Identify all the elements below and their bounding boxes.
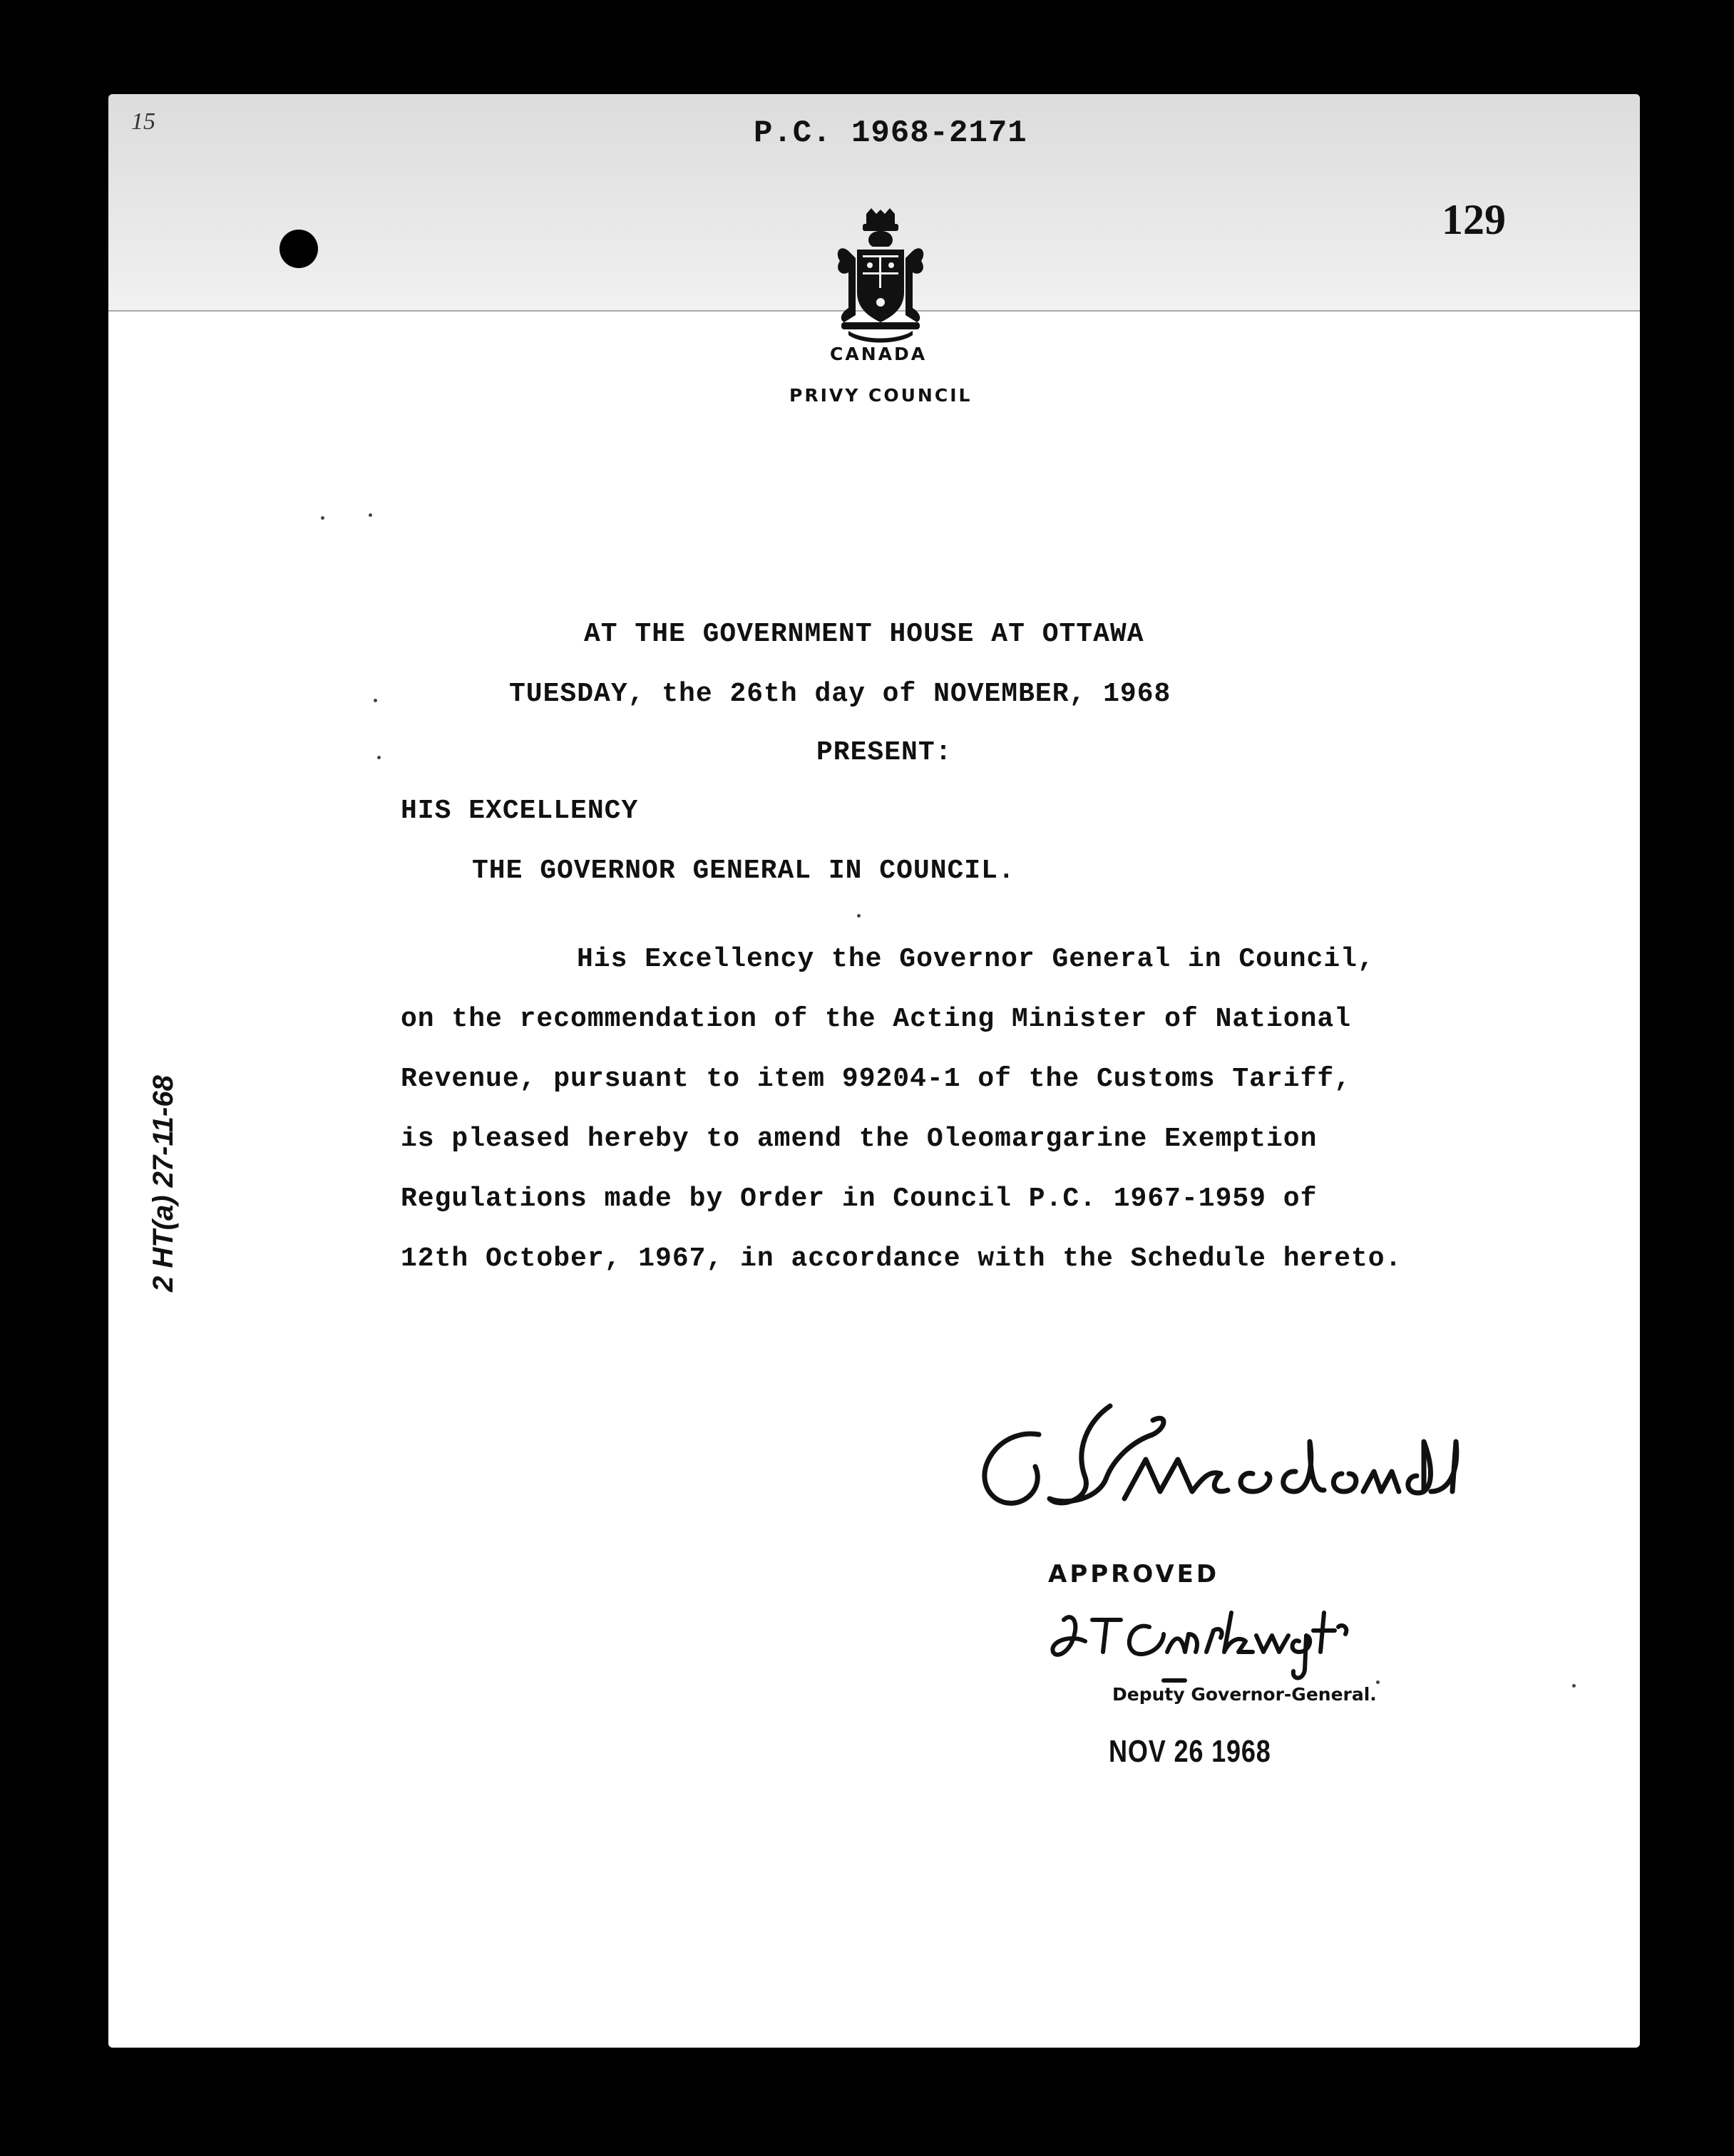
speck [857,914,861,918]
excellency-line: HIS EXCELLENCY [401,796,639,826]
country-label: CANADA [830,344,928,364]
speck [369,513,372,517]
speck [1572,1684,1576,1688]
place-line: AT THE GOVERNMENT HOUSE AT OTTAWA [584,619,1144,650]
speck [374,699,377,702]
body-line: Regulations made by Order in Council P.C. 1967-1959 of [401,1184,1318,1214]
date-line: TUESDAY, the 26th day of NOVEMBER, 1968 [509,679,1171,709]
body-line: is pleased hereby to amend the Oleomargarine Exemption [401,1124,1318,1154]
coat-of-arms-icon [827,208,934,344]
present-line: PRESENT: [816,737,953,768]
speck [321,516,324,520]
body-line: His Excellency the Governor General in Council, [577,944,1375,975]
approved-label: APPROVED [1048,1560,1220,1588]
order-number: P.C. 1968-2171 [754,115,1027,151]
speck [1376,1680,1380,1684]
governor-signature [953,1392,1467,1534]
punch-hole [279,230,318,268]
governor-line: THE GOVERNOR GENERAL IN COUNCIL. [472,856,1015,886]
body-line: 12th October, 1967, in accordance with the Schedule hereto. [401,1243,1402,1274]
speck [377,756,381,759]
office-label: PRIVY COUNCIL [789,385,973,406]
date-stamp: NOV 26 1968 [1109,1734,1271,1769]
body-line: on the recommendation of the Acting Minister of National [401,1004,1352,1035]
deputy-signature [1042,1591,1370,1691]
deputy-title: Deputy Governor-General. [1112,1684,1377,1705]
corner-mark: 15 [131,108,155,135]
folio-number: 129 [1442,196,1506,243]
body-line: Revenue, pursuant to item 99204-1 of the Customs Tariff, [401,1064,1352,1094]
document-page [108,94,1640,2048]
margin-annotation: 2 HT(a) 27-11-68 [148,1075,179,1292]
